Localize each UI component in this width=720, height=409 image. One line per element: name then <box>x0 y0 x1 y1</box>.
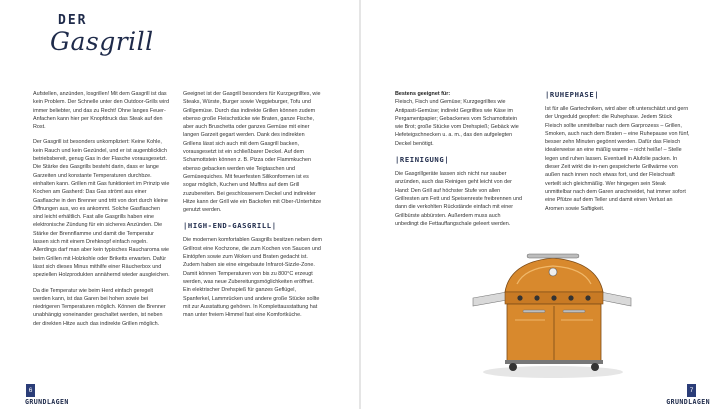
paragraph: Der Gasgrill ist besonders unkompliziert: Keine Kohle, kein Rauch und kein Gezündel, und er ist augenblicklich betriebsbereit, genug Gas in der Flasche vorausgesetzt. Die Stärke des Gasgrills besteht darin, dass er lange Garzeiten und konstante Temperaturen durchbze. einhalten kann. Grillen mit Gas funktioniert im Prinzip wie Kochen am Gasherd: Das Gas strömt aus einer Gasflasche in den Brenner und tritt von dort durch kleine Öffnungen aus, wo es ankommt. Solche Gasflaschen sind leicht erhältlich. Fast alle Gasgrills haben eine elektronische Zündung für ein sicheres Anzünden. Die Stärke der Brennflamme und damit die Temperatur lassen sich mit einem Drehknopf einfach regeln. Allerdings darf man aber kein typisches Raucharoma wie beim Grillen mit Holzkohle oder Briketts erwarten. Dafür lässt sich dieses Minus mithilfe einer Räucherbox und speziellen Holzprodukten annähernd wieder ausgleichen. <box>33 139 170 279</box>
paragraph: Aufstellen, anzünden, losgrillen! Mit dem Gasgrill ist das kein Problem. Der Schnelle unter den Outdoor-Grills wird immer beliebter, und das zu Recht! Ohne langes Feuer-Anfachen kann hier per Knopfdruck das Steak auf den Rost. <box>33 91 170 131</box>
lead-label: Bestens geeignet für: <box>395 91 451 97</box>
title-small: DER <box>58 13 88 28</box>
paragraph: Die Gasgrillgeräte lassen sich nicht nur sauber anzünden, auch das Reinigen geht leicht von der Hand: Den Grill auf höchster Stufe von allen Grillresten am Fett und Speisenreste freibrennen und dann die verkohlten Rückstände einfach mit einer Grillbürste abbürsten. Außerdem muss auch unbedingt die Fettauffangschale geleert werden. <box>395 171 523 227</box>
page-number: 6 <box>26 384 35 397</box>
section-heading-reinigung: |REINIGUNG| <box>395 155 450 165</box>
page-number: 7 <box>687 384 696 397</box>
footer-section-label: GRUNDLAGEN <box>666 398 710 406</box>
text-column-3 <box>395 90 525 235</box>
paragraph: Da die Temperatur wie beim Herd einfach geregelt werden kann, ist das Garen bei hohen sowie bei niedrigeren Temperaturen möglich. Können die Brenner unabhängig voneinander geschaltet werden, ist neben der direkten Hitze auch das indirekte Grillen möglich. <box>33 287 166 327</box>
section-heading-ruhephase: |RUHEPHASE| <box>545 90 600 99</box>
footer-section-label: GRUNDLAGEN <box>25 398 69 406</box>
text-column-1 <box>33 90 171 335</box>
paragraph: Ist für alle Gartechniken, wird aber oft unterschätzt und gern der Ungeduld geopfert: die Ruhephase. Jedem Stück Fleisch sollte unmittelbar nach dem Garprozess – Grillen, Smoken, auch nach dem Braten – eine Ruhepause von fünf, besser zehn Minuten gegönnt werden. Dafür das Fleisch idealerweise an eine mäßig warme – nicht heiße! – Stelle legen und ruhen lassen. Eventuell in Alufolie packen. In dieser Zeit wirkt die in-nen gespeicherte Grillwärme von außen nach innen noch etwas fort, und der Fleischsaft verteilt sich gleichmäßig. Wer hingegen sein Steak unmittelbar nach dem Garen anschneidet, hat immer sofort eine Pfütze auf dem Teller und damit einen Verlust an Aromen sowie Saftigkeit. <box>545 106 690 212</box>
right-page <box>360 0 720 409</box>
text-column-2 <box>183 90 323 326</box>
gas-grill-illustration <box>465 240 635 380</box>
paragraph: Geeignet ist der Gasgrill besonders für Kurzgegrilltes, wie Steaks, Würste, Burger sowie Veggieburger, Tofu und Grillgemüse. Durch das indirekte Grillen können zudem ebenso große Fleischstücke wie Braten, ganze Fische, aber auch Bruschetta oder ganzes Gemüse mit einer langen Garzeit gegart werden. Dank des indirekten Grillens lässt sich auch mit dem Gasgrill backen, vorausgesetzt ist ein schließbarer Deckel. Auf dem Schamottstein können z. B. Pizza oder Flammkuchen ebenso gebacken werden wie Teigtaschen und Gemüsequiches. Mit feuerfesten Silikonformen ist es sogar möglich, Kuchen und Muffins auf dem Grill zuzubereiten. Bei geschlossenem Deckel und indirekter Hitze kann der Grill wie ein Backofen mit Ober-/Unterhitze genutzt werden. <box>183 91 322 214</box>
paragraph <box>395 90 525 98</box>
title-script: Gasgrill <box>50 27 154 56</box>
text-column-4 <box>545 90 690 220</box>
section-heading-high-end: |HIGH-END-GASGRILL| <box>183 221 277 231</box>
paragraph: Die modernen komfortablen Gasgrills besitzen neben dem Grillrost eine Kochzone, die zum Kochen von Saucen und Eintöpfen sowie zum Woken und Braten gedacht ist. Zudem haben sie eine eingebaute Infrarot-Sizzle-Zone. Damit können Temperaturen von bis zu 800°C erzeugt werden, was neue Zubereitungsmöglichkeiten eröffnet. Ein elektrischer Drehspieß für ganzes Geflügel, Spanferkel, Lammrücken und andere große Stücke sollte mit zur Ausstattung gehören. In Komplettausstattung hat man unter freiem Himmel fast eine Komfortküche. <box>183 237 323 319</box>
paragraph: Fleisch, Fisch und Gemüse; Kurzgegrilltes wie Antipasti-Gemüse; indirekt Gegrilltes wie Käse im Pergamentpapier; Gebackenes vom Schamottstein wie Brot; große Stücke vom Drehspieß; Gebäck wie Hefeteigschnecken u. a. m., das den aufgelegten Deckel benötigt. <box>395 99 519 147</box>
